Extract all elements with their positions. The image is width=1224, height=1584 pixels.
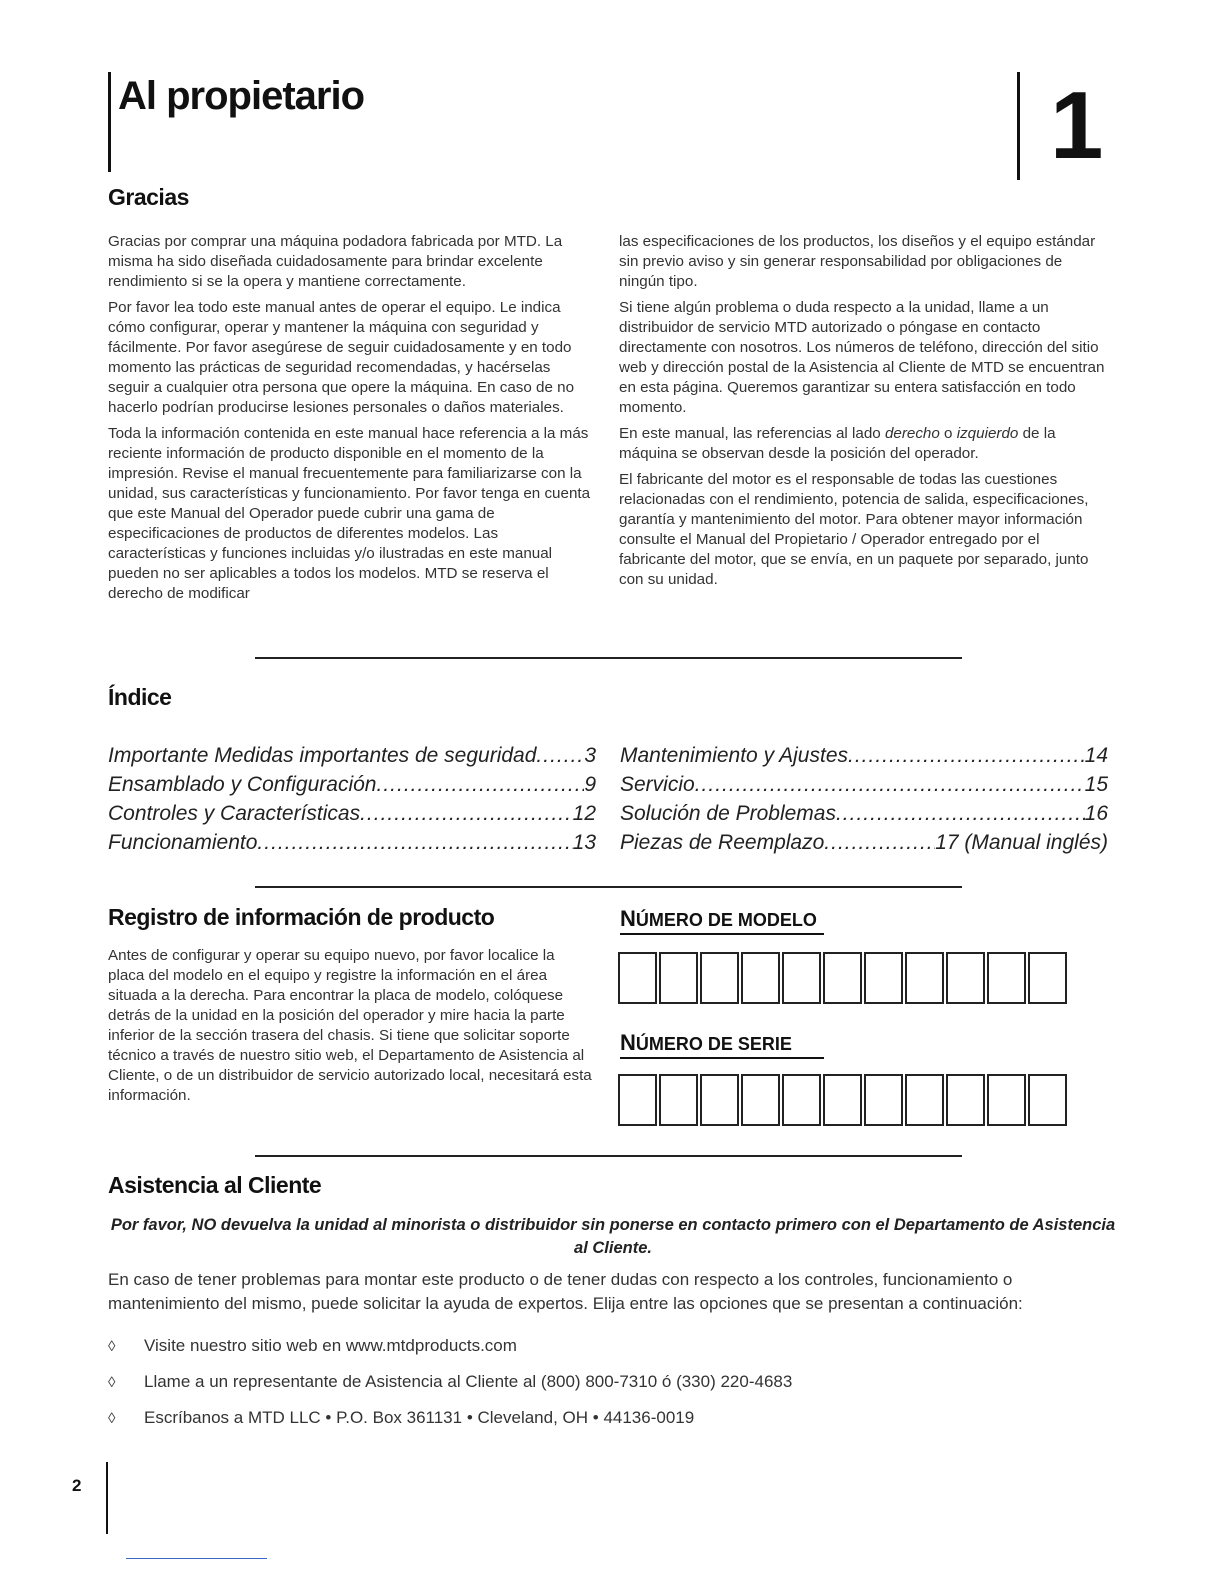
gracias-heading: Gracias xyxy=(108,184,189,210)
digit-box[interactable] xyxy=(864,952,903,1004)
toc-entry[interactable] xyxy=(620,799,1108,828)
digit-box[interactable] xyxy=(823,952,862,1004)
digit-box[interactable] xyxy=(905,1074,944,1126)
digit-box[interactable] xyxy=(782,1074,821,1126)
toc-page: 3 xyxy=(584,744,596,767)
gracias-paragraph: Gracias por comprar una máquina podadora fabricada por MTD. La misma ha sido diseñada cuidadosamente para brindar excelente rendimiento si se la opera y mantiene correctamente. xyxy=(108,233,563,290)
asistencia-heading: Asistencia al Cliente xyxy=(108,1172,322,1198)
digit-box[interactable] xyxy=(1028,952,1067,1004)
emphasis-derecho: derecho xyxy=(884,425,940,442)
toc-label: Funcionamiento xyxy=(108,831,258,854)
toc-page: 17 (Manual inglés) xyxy=(935,831,1108,854)
return-notice: Por favor, NO devuelva la unidad al minorista o distribuidor sin ponerse en contacto primero con el Departamento de Asistencia al Cliente. xyxy=(110,1216,1116,1257)
toc-page: 12 xyxy=(572,802,596,825)
gracias-paragraph: Toda la información contenida en este manual hace referencia a la más reciente información de producto disponible en el momento de la impresión. Revise el manual frecuentemente para familiarizarse con la unidad, sus características y funcionamiento. Por favor tenga en cuenta que este Manual del Operador puede cubrir una gama de especificaciones de productos de diferentes modelos. Las características y funciones incluidas y/o ilustradas en este manual pueden no ser aplicables a todos los modelos. MTD se reserva el derecho de modificar xyxy=(108,425,591,602)
diamond-bullet-icon: ◊ xyxy=(108,1373,116,1391)
section-divider xyxy=(255,1155,962,1157)
toc-label: Mantenimiento y Ajustes xyxy=(620,744,848,767)
contact-list xyxy=(108,1328,792,1436)
toc-page: 9 xyxy=(584,773,596,796)
toc-label: Solución de Problemas xyxy=(620,802,836,825)
text-run: En este manual, las referencias al lado xyxy=(619,425,885,442)
digit-box[interactable] xyxy=(618,1074,657,1126)
toc-label: Servicio xyxy=(620,773,695,796)
gracias-paragraph: Si tiene algún problema o duda respecto a la unidad, llame a un distribuidor de servicio MTD autorizado o póngase en contacto directamente con nosotros. Los números de teléfono, dirección del sitio web y dirección postal de la Asistencia al Cliente de MTD se encuentran en esta página. Queremos garantizar su entera satisfacción en todo momento. xyxy=(619,299,1105,416)
toc-entry[interactable] xyxy=(620,828,1108,857)
digit-box[interactable] xyxy=(987,952,1026,1004)
chapter-number: 1 xyxy=(1050,72,1104,179)
indice-heading: Índice xyxy=(108,684,172,710)
gracias-right-column xyxy=(619,232,1109,596)
title-bar-left xyxy=(108,72,111,172)
toc-page: 16 xyxy=(1084,802,1108,825)
digit-box[interactable] xyxy=(946,1074,985,1126)
toc-page: 13 xyxy=(572,831,596,854)
toc-leader xyxy=(257,828,572,857)
registro-heading: Registro de información de producto xyxy=(108,904,495,930)
toc-label: Controles y Características xyxy=(108,802,361,825)
section-divider xyxy=(255,886,962,888)
text-run: o xyxy=(939,425,957,442)
digit-box[interactable] xyxy=(700,1074,739,1126)
serial-number-label xyxy=(620,1030,824,1059)
toc-entry[interactable] xyxy=(108,770,596,799)
gracias-paragraph: las especificaciones de los productos, los diseños y el equipo estándar sin previo aviso y sin generar responsabilidad por obligaciones de ningún tipo. xyxy=(619,233,1096,290)
contact-phone: Llame a un representante de Asistencia al Cliente al (800) 800-7310 ó (330) 220-4683 xyxy=(144,1372,793,1391)
digit-box[interactable] xyxy=(700,952,739,1004)
digit-box[interactable] xyxy=(659,952,698,1004)
emphasis-izquierdo: izquierdo xyxy=(956,425,1019,442)
diamond-bullet-icon: ◊ xyxy=(108,1337,116,1355)
toc-page: 15 xyxy=(1084,773,1108,796)
gracias-paragraph: El fabricante del motor es el responsable de todas las cuestiones relacionadas con el rendimiento, potencia de salida, especificaciones, garantía y mantenimiento del motor. Para obtener mayor información consulte el Manual del Propietario / Operador entregado por el fabricante del motor, que se envía, en un paquete por separado, junto con su unidad. xyxy=(619,471,1089,588)
page-title: Al propietario xyxy=(118,74,365,118)
digit-box[interactable] xyxy=(905,952,944,1004)
gracias-paragraph: Por favor lea todo este manual antes de operar el equipo. Le indica cómo configurar, operar y mantener la máquina con seguridad y fácilmente. Por favor asegúrese de seguir cuidadosamente y en todo momento las prácticas de seguridad recomendadas, y hacérselas seguir a cualquier otra persona que opere la máquina. En caso de no hacerlo podrían producirse lesiones personales o daños materiales. xyxy=(108,299,575,416)
digit-box[interactable] xyxy=(618,952,657,1004)
footer-link-underline xyxy=(126,1558,267,1559)
toc-leader xyxy=(824,828,935,857)
contact-website[interactable]: Visite nuestro sitio web en www.mtdproducts.com xyxy=(144,1336,517,1355)
toc-entry[interactable] xyxy=(620,770,1108,799)
toc-entry[interactable] xyxy=(620,741,1108,770)
list-item xyxy=(108,1400,792,1436)
toc-leader xyxy=(377,770,585,799)
toc-page: 14 xyxy=(1084,744,1108,767)
digit-box[interactable] xyxy=(946,952,985,1004)
digit-box[interactable] xyxy=(823,1074,862,1126)
toc-leader xyxy=(848,741,1085,770)
section-divider xyxy=(255,657,962,659)
label-initial: N xyxy=(620,906,636,931)
label-rest: ÚMERO DE SERIE xyxy=(635,1034,792,1054)
label-initial: N xyxy=(620,1030,636,1055)
gracias-left-column xyxy=(108,232,593,610)
registro-text: Antes de configurar y operar su equipo nuevo, por favor localice la placa del modelo en el equipo y registre la información en el área situada a la derecha. Para encontrar la placa de modelo, colóquese detrás de la unidad en la posición del operador y mire hacia la parte inferior de la sección trasera del chasis. Si tiene que solicitar soporte técnico a través de nuestro sitio web, el Departamento de Asistencia al Cliente, o de un distribuidor de servicio autorizado local, necesitará esta información. xyxy=(108,947,592,1104)
toc-leader xyxy=(536,741,584,770)
gracias-paragraph xyxy=(619,424,1109,464)
label-rest: ÚMERO DE MODELO xyxy=(635,910,817,930)
toc-left xyxy=(108,741,596,857)
toc-leader xyxy=(695,770,1085,799)
text-run: de la máquina se observan desde la posición del operador. xyxy=(619,425,1056,462)
digit-box[interactable] xyxy=(741,1074,780,1126)
digit-box[interactable] xyxy=(782,952,821,1004)
page-number: 2 xyxy=(72,1476,82,1495)
digit-box[interactable] xyxy=(659,1074,698,1126)
digit-box[interactable] xyxy=(864,1074,903,1126)
toc-right xyxy=(620,741,1108,857)
digit-box[interactable] xyxy=(1028,1074,1067,1126)
footer-bar xyxy=(106,1462,108,1534)
model-number-boxes[interactable] xyxy=(618,952,1069,1004)
toc-label: Ensamblado y Configuración xyxy=(108,773,377,796)
diamond-bullet-icon: ◊ xyxy=(108,1409,116,1427)
digit-box[interactable] xyxy=(987,1074,1026,1126)
toc-entry[interactable] xyxy=(108,828,596,857)
list-item xyxy=(108,1364,792,1400)
contact-address: Escríbanos a MTD LLC • P.O. Box 361131 • Cleveland, OH • 44136-0019 xyxy=(144,1408,695,1427)
toc-entry[interactable] xyxy=(108,799,596,828)
toc-entry[interactable] xyxy=(108,741,596,770)
model-number-label xyxy=(620,906,824,935)
toc-leader xyxy=(836,799,1085,828)
assistance-text: En caso de tener problemas para montar este producto o de tener dudas con respecto a los controles, funcionamiento o mantenimiento del mismo, puede solicitar la ayuda de expertos. Elija entre las opciones que se presentan a continuación: xyxy=(108,1270,1023,1313)
toc-label: Piezas de Reemplazo xyxy=(620,831,825,854)
toc-leader xyxy=(360,799,573,828)
toc-label: Importante Medidas importantes de seguridad xyxy=(108,744,537,767)
list-item xyxy=(108,1328,792,1364)
serial-number-boxes[interactable] xyxy=(618,1074,1069,1126)
title-bar-right xyxy=(1017,72,1020,180)
digit-box[interactable] xyxy=(741,952,780,1004)
